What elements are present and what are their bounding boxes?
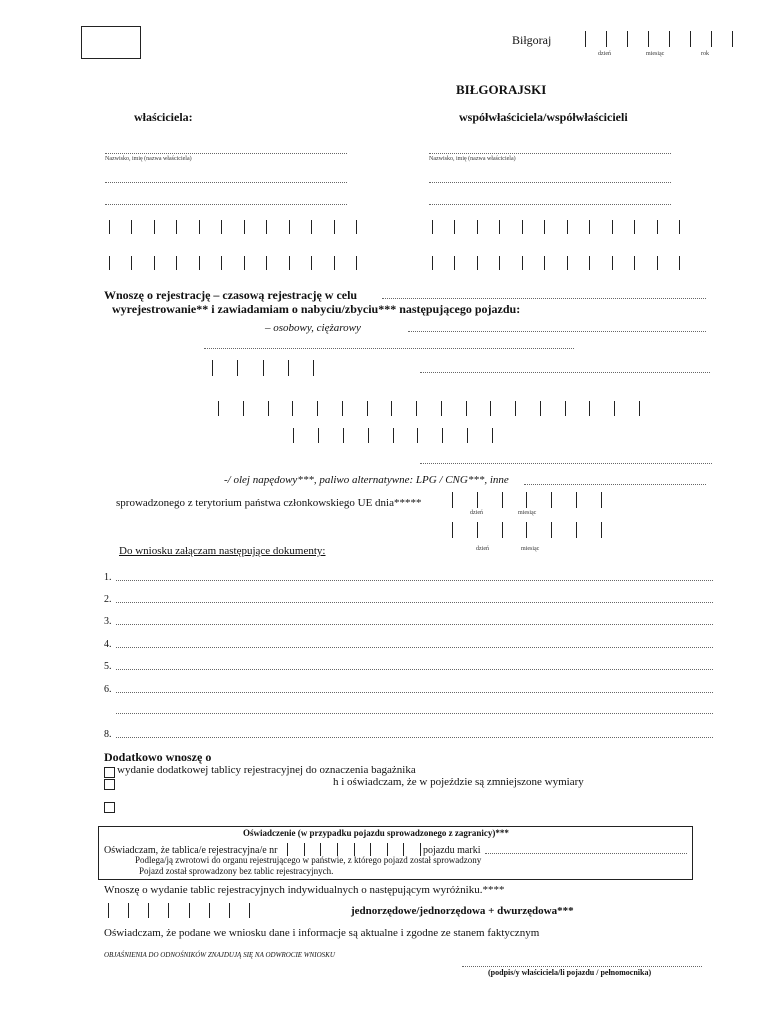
owner-regon-ticks[interactable]: [109, 256, 357, 270]
owner-name-hint: Nazwisko, imię (nazwa właściciela): [105, 156, 192, 162]
owner-name-line[interactable]: [105, 153, 347, 154]
attachment-5-line[interactable]: [116, 669, 713, 670]
date-month-label: miesiąc: [646, 51, 665, 57]
attachment-2-line[interactable]: [116, 602, 713, 603]
signature-line[interactable]: [462, 966, 702, 967]
attachment-2-number: 2.: [104, 594, 112, 605]
fuel-type-text: -/ olej napędowy***, paliwo alternatywne: LPG / CNG***, inne: [224, 474, 509, 486]
coowner-address-line-2[interactable]: [429, 204, 671, 205]
attachments-heading: Do wniosku załączam następujące dokumenty:: [119, 545, 326, 557]
attachment-6-line[interactable]: [116, 692, 713, 693]
fuel-other-line[interactable]: [524, 484, 706, 485]
request-line-1: Wnoszę o rejestrację – czasową rejestrację w celu: [104, 288, 358, 302]
date-year-label: rok: [701, 51, 709, 57]
import-month-label-1: miesiąc: [518, 510, 537, 516]
attachment-3-line[interactable]: [116, 624, 713, 625]
owner-heading: właściciela:: [134, 110, 193, 124]
county-title: BIŁGORAJSKI: [456, 82, 547, 97]
declaration-title: Oświadczenie (w przypadku pojazdu sprowadzonego z zagranicy)***: [243, 828, 509, 838]
declaration-line-3: Pojazd został sprowadzony bez tablic rejestracyjnych.: [139, 866, 334, 876]
request-purpose-line[interactable]: [382, 298, 706, 299]
declaration-line-1a: Oświadczam, że tablica/e rejestracyjna/e nr: [104, 845, 278, 856]
owner-address-line-2[interactable]: [105, 204, 347, 205]
custom-plates-type: jednorzędowe/jednorzędowa + dwurzędowa***: [351, 905, 574, 917]
vehicle-make-line[interactable]: [204, 348, 574, 349]
footnote-reference: OBJAŚNIENIA DO ODNOŚNIKÓW ZNAJDUJĄ SIĘ NA ODWROCIE WNIOSKU: [104, 951, 335, 959]
coowner-name-hint: Nazwisko, imię (nazwa właściciela): [429, 156, 516, 162]
option-reduced-plate-label: h i oświadczam, że w pojeździe są zmniejszone wymiary: [333, 776, 584, 788]
import-day-label-1: dzień: [470, 510, 483, 516]
attachment-4-line[interactable]: [116, 647, 713, 648]
date-input-ticks[interactable]: [585, 31, 733, 47]
attachment-3-number: 3.: [104, 616, 112, 627]
attachment-1-line[interactable]: [116, 580, 713, 581]
attachment-8-line[interactable]: [116, 737, 713, 738]
option-reduced-plate-checkbox[interactable]: [104, 779, 115, 790]
import-day-label-2: dzień: [476, 546, 489, 552]
import-text: sprowadzonego z terytorium państwa członkowskiego UE dnia*****: [116, 497, 422, 509]
registration-number-ticks[interactable]: [293, 428, 493, 443]
import-date-ticks-2[interactable]: [452, 522, 602, 538]
vehicle-detail-line[interactable]: [420, 372, 710, 373]
city-label: Biłgoraj: [512, 33, 552, 47]
option-trunk-plate-checkbox[interactable]: [104, 767, 115, 778]
custom-plates-ticks[interactable]: [108, 903, 250, 918]
option-extra-checkbox[interactable]: [104, 802, 115, 813]
custom-plates-text: Wnoszę o wydanie tablic rejestracyjnych indywidualnych o następującym wyróżniku.****: [104, 884, 505, 896]
owner-address-line-1[interactable]: [105, 182, 347, 183]
attachment-5-number: 5.: [104, 661, 112, 672]
coowner-pesel-ticks[interactable]: [432, 220, 680, 234]
declaration-make-line[interactable]: [485, 853, 687, 854]
office-stamp-box: [81, 26, 141, 59]
import-month-label-2: miesiąc: [521, 546, 540, 552]
owner-pesel-ticks[interactable]: [109, 220, 357, 234]
vehicle-year-ticks[interactable]: [212, 360, 314, 376]
import-date-ticks-1[interactable]: [452, 492, 602, 508]
attachment-7-line[interactable]: [116, 713, 713, 714]
attachment-6-number: 6.: [104, 684, 112, 695]
coowner-name-line[interactable]: [429, 153, 671, 154]
attachment-1-number: 1.: [104, 572, 112, 583]
plates-returned-checkbox[interactable]: [124, 857, 133, 866]
coowner-heading: współwłaściciela/współwłaścicieli: [459, 110, 628, 124]
vehicle-type-line[interactable]: [408, 331, 706, 332]
vehicle-extra-line[interactable]: [420, 463, 712, 464]
option-trunk-plate-label: wydanie dodatkowej tablicy rejestracyjnej do oznaczenia bagażnika: [117, 764, 416, 776]
date-day-label: dzień: [598, 51, 611, 57]
vin-ticks[interactable]: [218, 401, 640, 416]
vehicle-type-label: – osobowy, ciężarowy: [265, 322, 361, 334]
request-line-2: wyrejestrowanie** i zawiadamiam o nabyciu/zbyciu*** następującego pojazdu:: [112, 302, 521, 316]
attachment-8-number: 8.: [104, 729, 112, 740]
declaration-line-2: Podlega/ją zwrotowi do organu rejestrującego w państwie, z którego pojazd został sprowadzony: [135, 855, 482, 865]
final-statement: Oświadczam, że podane we wniosku dane i informacje są aktualne i zgodne ze stanem faktycznym: [104, 927, 540, 939]
coowner-regon-ticks[interactable]: [432, 256, 680, 270]
additional-heading: Dodatkowo wnoszę o: [104, 750, 212, 764]
signature-caption: (podpis/y właściciela/li pojazdu / pełnomocnika): [488, 968, 652, 977]
attachment-4-number: 4.: [104, 639, 112, 650]
coowner-address-line-1[interactable]: [429, 182, 671, 183]
declaration-line-1b: pojazdu marki: [423, 845, 481, 856]
